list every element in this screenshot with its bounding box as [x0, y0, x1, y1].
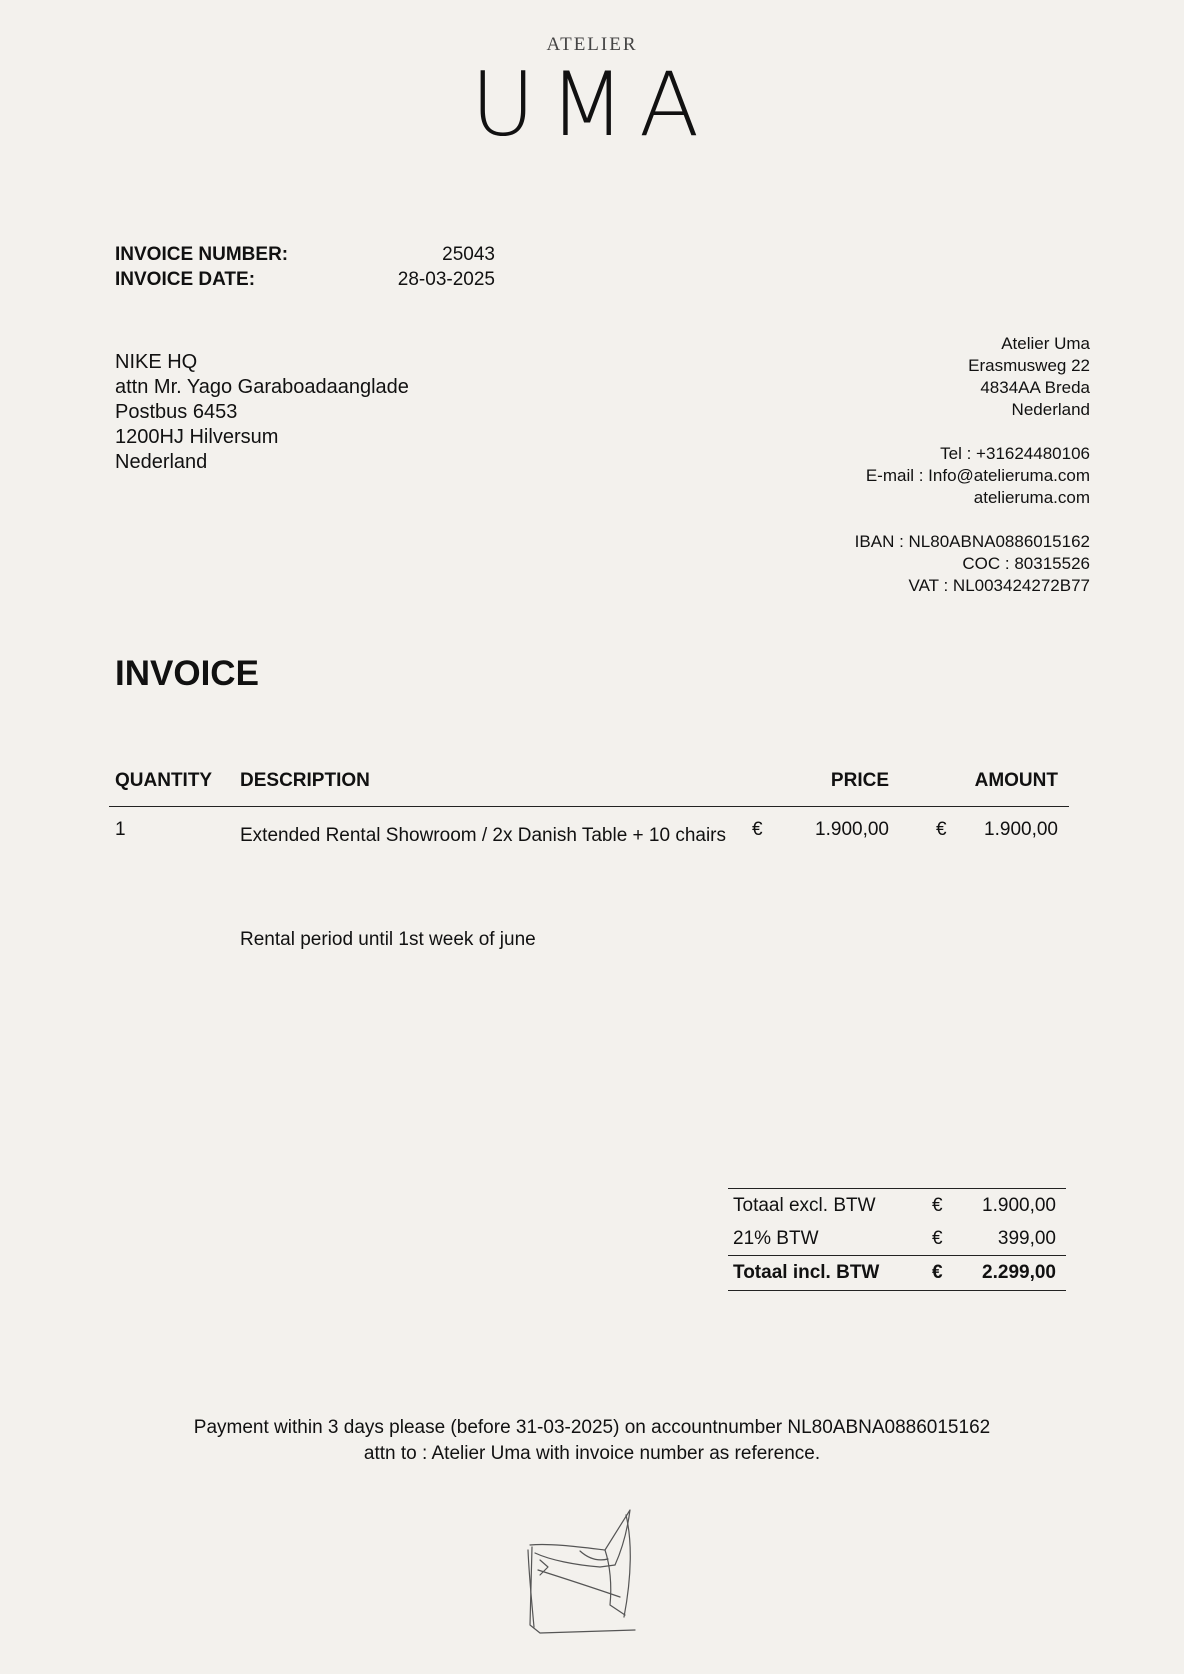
client-line: NIKE HQ	[115, 351, 198, 373]
payment-line-2: attn to : Atelier Uma with invoice number as reference.	[363, 1443, 821, 1464]
invoice-meta	[115, 244, 495, 294]
items-table-header	[109, 766, 1069, 807]
header-quantity: QUANTITY	[115, 770, 213, 791]
sender-line: Atelier Uma	[1001, 334, 1090, 353]
vat-label: 21% BTW	[733, 1228, 819, 1249]
row-note: Rental period until 1st week of june	[240, 929, 536, 950]
sender-website: atelieruma.com	[973, 488, 1090, 507]
brand-small: ATELIER	[546, 34, 638, 55]
invoice-date-label: INVOICE DATE:	[115, 269, 256, 290]
client-line: Postbus 6453	[115, 401, 238, 423]
header-price: PRICE	[830, 770, 889, 791]
header-amount: AMOUNT	[974, 770, 1058, 791]
sender-coc: COC : 80315526	[962, 554, 1090, 573]
total-excl-row	[728, 1189, 1066, 1222]
client-line: 1200HJ Hilversum	[115, 426, 279, 448]
sender-email: E-mail : Info@atelieruma.com	[865, 466, 1090, 485]
row-price-currency: €	[752, 819, 763, 840]
total-excl-label: Totaal excl. BTW	[733, 1195, 876, 1216]
document-title: INVOICE	[115, 654, 259, 693]
table-row	[109, 807, 1069, 950]
items-table	[109, 766, 1069, 950]
sender-line: 4834AA Breda	[980, 378, 1090, 397]
row-amount: 1.900,00	[984, 819, 1058, 840]
sender-info	[855, 333, 1090, 597]
invoice-date-value: 28-03-2025	[397, 269, 495, 290]
total-incl-value: 2.299,00	[982, 1262, 1056, 1283]
total-incl-row	[728, 1255, 1066, 1291]
client-line: Nederland	[115, 451, 208, 473]
brand-logo: UMA	[470, 53, 714, 156]
vat-row	[728, 1222, 1066, 1255]
sender-phone: Tel : +31624480106	[940, 444, 1090, 463]
row-quantity: 1	[115, 819, 126, 840]
vat-value: 399,00	[997, 1228, 1056, 1249]
invoice-number-value: 25043	[442, 244, 495, 265]
total-excl-currency: €	[932, 1195, 943, 1216]
invoice-number-label: INVOICE NUMBER:	[115, 244, 289, 265]
client-line: attn Mr. Yago Garaboadaanglade	[115, 376, 409, 398]
header-description: DESCRIPTION	[240, 770, 370, 791]
client-address	[115, 350, 409, 475]
sender-vat: VAT : NL003424272B77	[908, 576, 1090, 595]
payment-terms	[0, 1415, 1184, 1467]
invoice-number-row	[115, 244, 495, 269]
sender-line: Nederland	[1011, 400, 1090, 419]
row-price: 1.900,00	[815, 819, 889, 840]
row-amount-currency: €	[936, 819, 947, 840]
chair-sketch-icon	[520, 1505, 650, 1640]
total-incl-label: Totaal incl. BTW	[733, 1262, 880, 1283]
total-excl-value: 1.900,00	[982, 1195, 1056, 1216]
sender-line: Erasmusweg 22	[968, 356, 1090, 375]
invoice-date-row	[115, 269, 495, 294]
totals-table	[728, 1188, 1066, 1291]
total-incl-currency: €	[932, 1262, 943, 1283]
payment-line-1: Payment within 3 days please (before 31-03-2025) on accountnumber NL80ABNA0886015162	[193, 1417, 991, 1438]
row-description: Extended Rental Showroom / 2x Danish Table + 10 chairs	[240, 825, 727, 846]
sender-iban: IBAN : NL80ABNA0886015162	[854, 532, 1090, 551]
vat-currency: €	[932, 1228, 943, 1249]
